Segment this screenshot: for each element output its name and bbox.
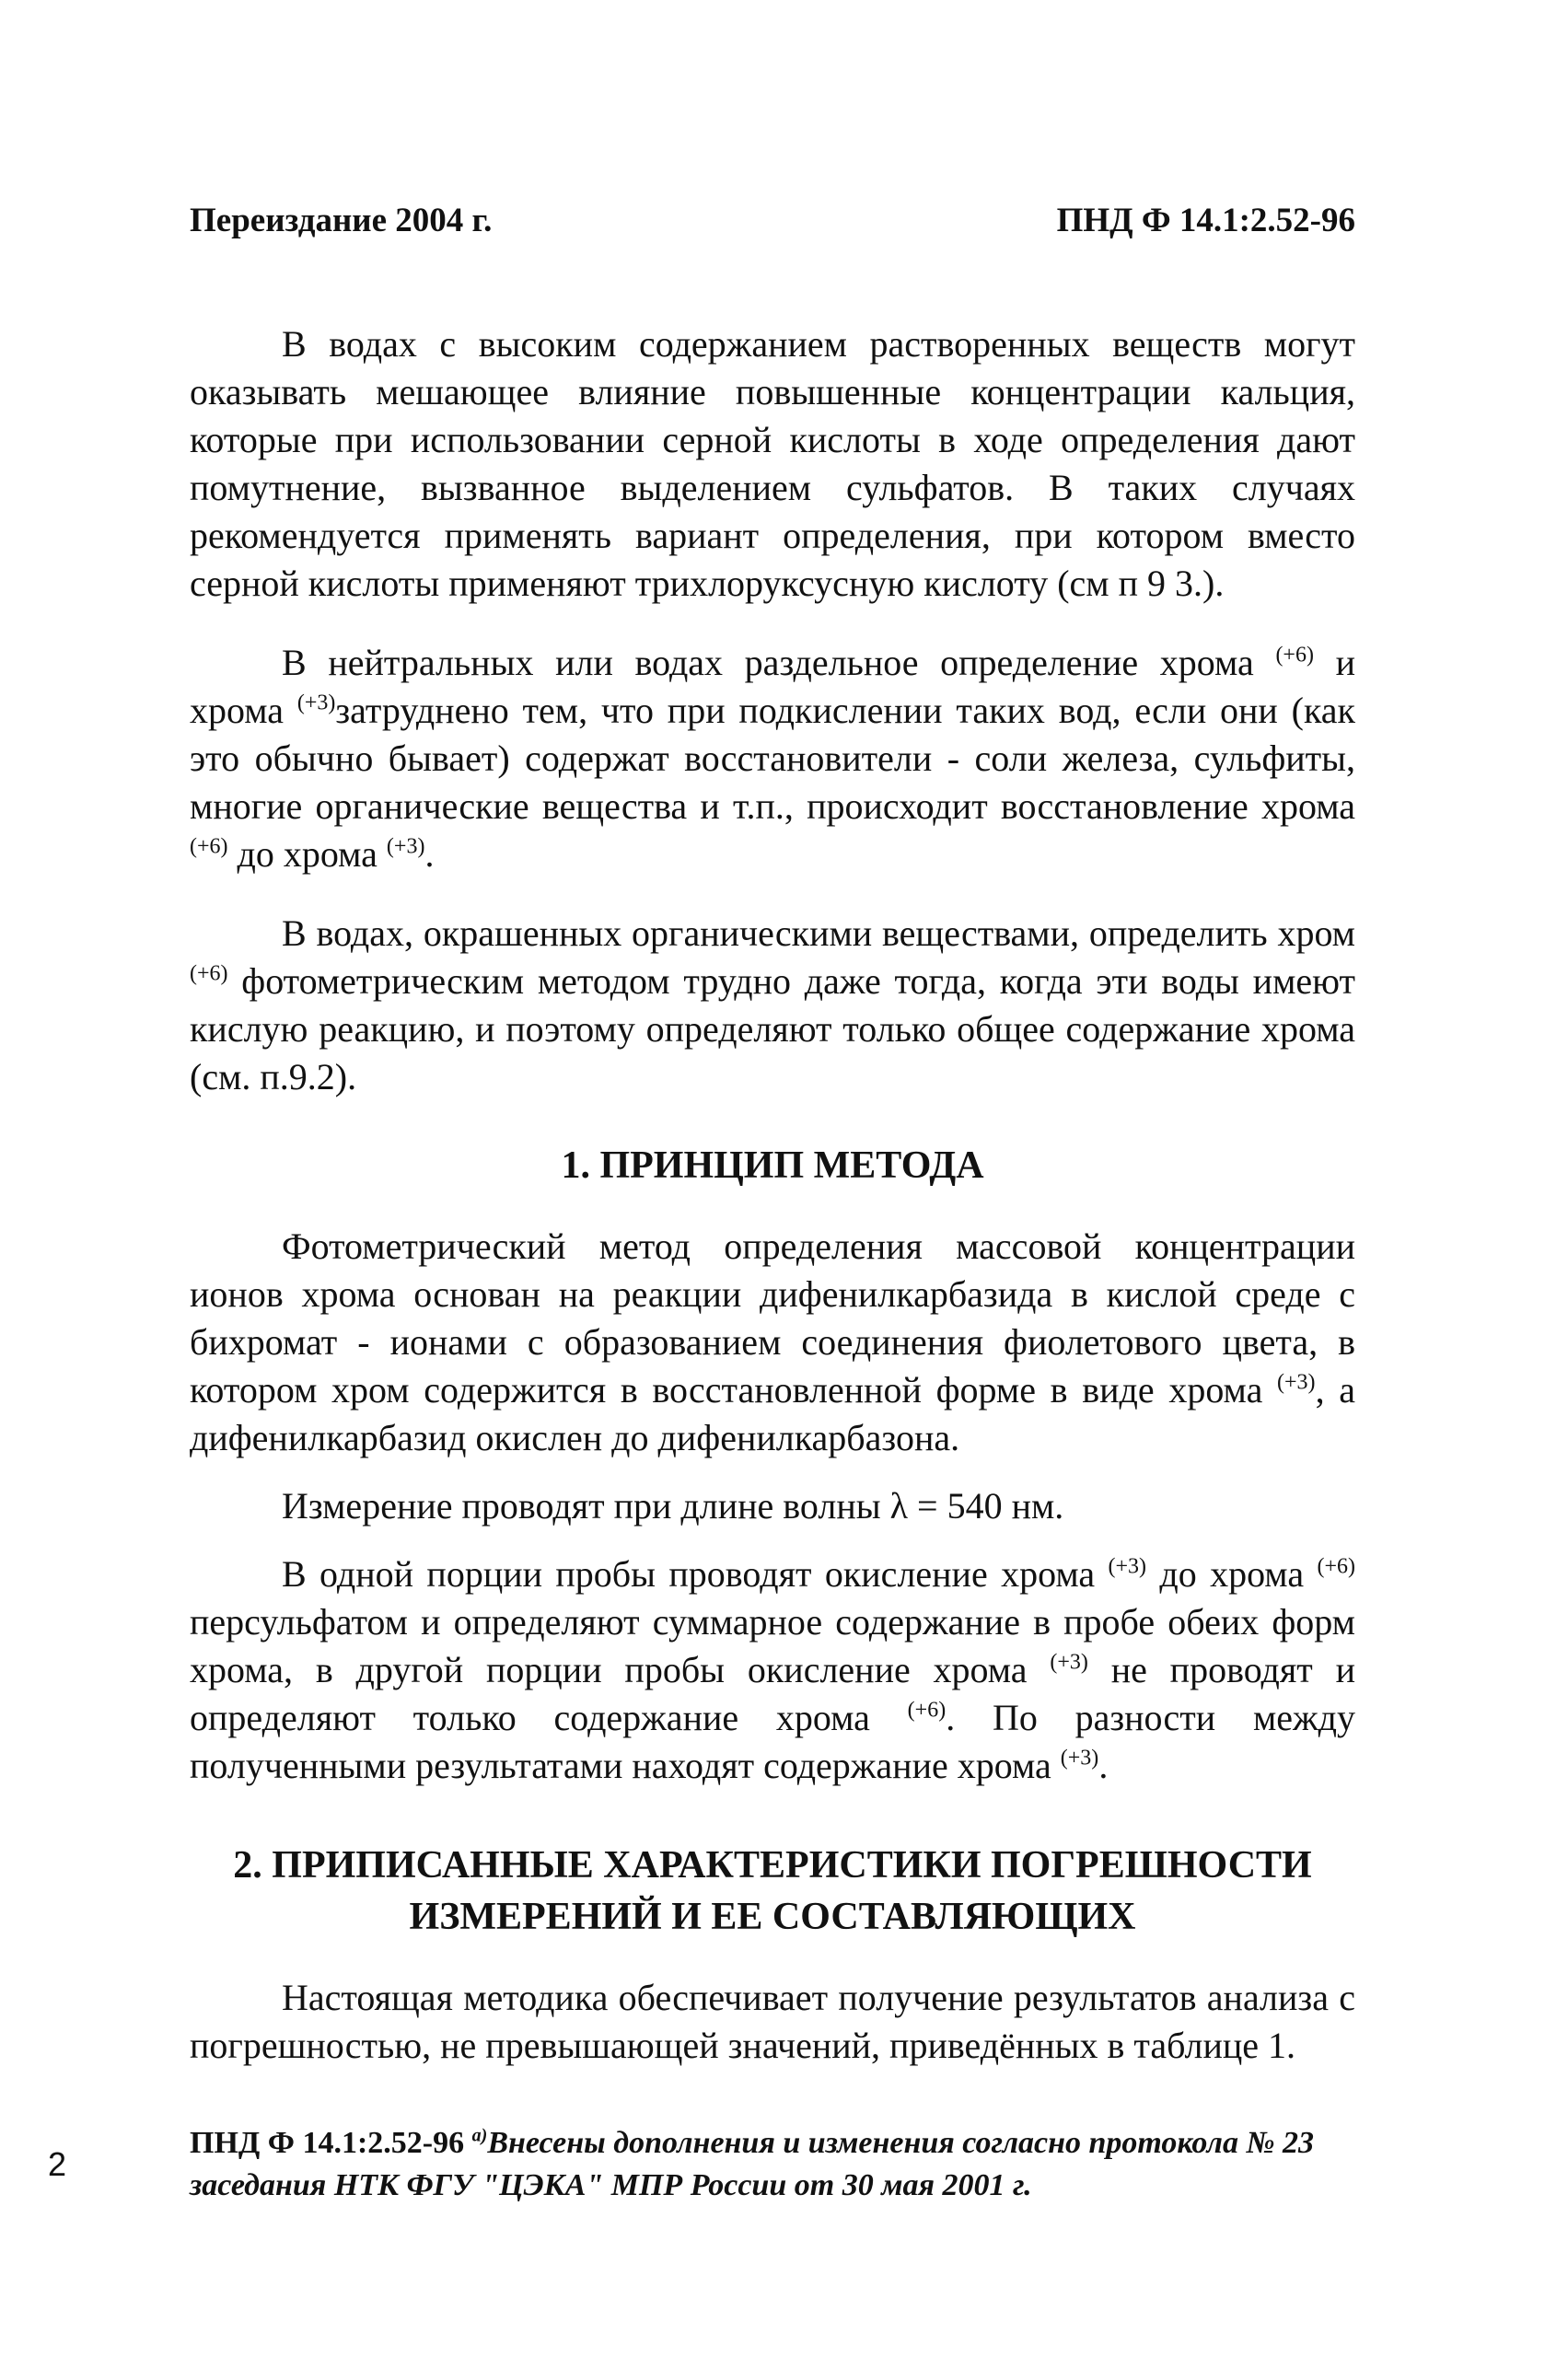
intro-paragraph-1: В водах с высоким содержанием растворенных веществ могут оказывать мешающее влияние повышенные концентрации кальция, которые при использовании серной кислоты в ходе определения дают помутнение, вызванное выделением сульфатов. В таких случаях рекомендуется применять вариант определения, при котором вместо серной кислоты применяют трихлоруксусную кислоту (см п 9 3.). [190, 323, 1355, 604]
text-run: . [424, 833, 435, 875]
oxidation-state: (+3) [1108, 1554, 1146, 1579]
document-body [190, 320, 1355, 2101]
page-number: 2 [48, 2145, 67, 2183]
text-run: Фотометрический метод определения массовой концентрации ионов хрома основан на реакции дифенилкарбазида в кислой среде с бихромат - ионами с образованием соединения фиолетового цвета, в котором хром содержится в восстановленной форме в виде хрома [190, 1225, 1355, 1411]
oxidation-state: (+6) [1317, 1554, 1355, 1579]
text-run: до хрома [1146, 1553, 1318, 1595]
footnote [190, 2122, 1355, 2207]
section-1-paragraph-1 [190, 1223, 1355, 1462]
oxidation-state: (+3) [1060, 1746, 1099, 1771]
section-2-title-line-2: ИЗМЕРЕНИЙ И ЕЕ СОСТАВЛЯЮЩИХ [409, 1896, 1136, 1938]
oxidation-state: (+3) [296, 691, 336, 715]
oxidation-state: (+3) [386, 834, 425, 859]
oxidation-state: (+6) [1275, 643, 1314, 668]
header-reissue-date: Переиздание 2004 г. [190, 202, 493, 239]
text-run: не проводят и определяют только содержание хрома [190, 1649, 1355, 1738]
text-run: В нейтральных или водах раздельное определение хрома [282, 642, 1276, 683]
text-run: и хрома [190, 642, 1356, 731]
footnote-document-code: ПНД Ф 14.1:2.52-96 [190, 2126, 472, 2160]
text-run: В водах, окрашенных органическими веществами, определить хром [282, 912, 1355, 954]
section-2-paragraph-1: Настоящая методика обеспечивает получение результатов анализа с погрешностью, не превышающей значений, приведённых в таблице 1. [190, 1977, 1355, 2066]
oxidation-state: (+3) [1277, 1370, 1316, 1395]
section-1-paragraph-3 [190, 1550, 1355, 1790]
section-2-title [190, 1840, 1355, 1943]
footnote-text: Внесены дополнения и изменения согласно протокола № 23 заседания НТК ФГУ "ЦЭКА" МПР России от 30 мая 2001 г. [190, 2126, 1315, 2202]
intro-paragraph-3 [190, 910, 1355, 1101]
text-run: персульфатом и определяют суммарное содержание в пробе обеих форм хрома, в другой порции пробы окисление хрома [190, 1601, 1355, 1690]
oxidation-state: (+6) [190, 961, 228, 986]
section-1-wavelength: Измерение проводят при длине волны λ = 540 нм. [282, 1485, 1064, 1527]
section-2-title-line-1: 2. ПРИПИСАННЫЕ ХАРАКТЕРИСТИКИ ПОГРЕШНОСТИ [233, 1844, 1312, 1887]
text-run: затруднено тем, что при подкислении таких вод, если они (как это обычно бывает) содержат восстановители - соли железа, сульфиты, многие органические вещества и т.п., происходит восстановление хрома [190, 690, 1355, 827]
text-run: фотометрическим методом трудно даже тогда, когда эти воды имеют кислую реакцию, и поэтому определяют только общее содержание хрома (см. п.9.2). [190, 960, 1355, 1097]
text-run: . [1098, 1745, 1109, 1786]
oxidation-state: (+3) [1050, 1650, 1088, 1675]
header-document-code: ПНД Ф 14.1:2.52-96 [1056, 202, 1355, 239]
text-run: до хрома [227, 833, 387, 875]
text-run: В одной порции пробы проводят окисление хрома [282, 1553, 1109, 1595]
section-1-title: 1. ПРИНЦИП МЕТОДА [561, 1144, 984, 1187]
text-run: , а дифенилкарбазид окислен до дифенилкарбазона. [190, 1369, 1355, 1458]
oxidation-state: (+6) [907, 1698, 947, 1723]
text-run: . По разности между полученными результатами находят содержание хрома [190, 1697, 1355, 1786]
footnote-mark: а) [471, 2125, 488, 2146]
oxidation-state: (+6) [190, 834, 228, 859]
intro-paragraph-2 [190, 639, 1355, 878]
